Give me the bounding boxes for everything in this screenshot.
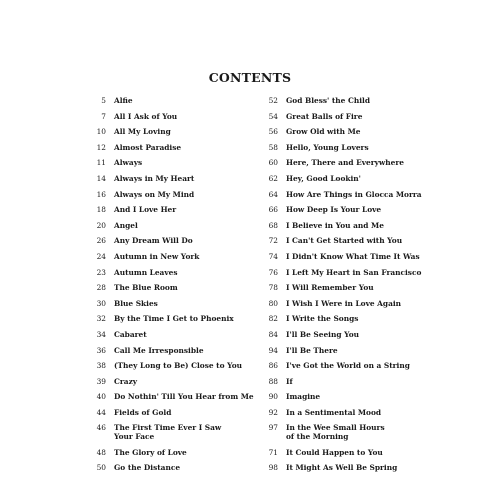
page-number: 23	[96, 267, 106, 277]
toc-entry	[258, 423, 416, 447]
song-title-line: Your Face	[114, 432, 155, 442]
toc-entry	[82, 96, 257, 112]
toc-entry	[258, 174, 416, 190]
song-title-line: Blue Skies	[114, 298, 158, 308]
page-number: 28	[96, 283, 106, 293]
toc-entry	[258, 283, 416, 299]
song-title-line: In the Wee Small Hours	[286, 423, 385, 433]
song-title-line: (They Long to Be) Close to You	[114, 361, 243, 371]
toc-entry	[258, 112, 416, 128]
song-title-line: Hello, Young Lovers	[286, 142, 369, 152]
song-title	[114, 330, 147, 339]
song-title	[286, 96, 370, 105]
song-title-line: How Are Things in Glocca Morra	[286, 189, 422, 199]
toc-entry	[258, 236, 416, 252]
toc-entry	[258, 189, 422, 206]
left-column	[82, 96, 257, 479]
page-number: 80	[268, 298, 278, 308]
song-title	[114, 448, 187, 457]
song-title	[286, 346, 338, 355]
page-number: 40	[96, 392, 106, 402]
toc-entry	[82, 252, 257, 268]
toc-entry	[82, 330, 257, 346]
song-title	[286, 127, 360, 136]
song-title-line: Angel	[114, 220, 138, 230]
song-title-line: Do Nothin' Till You Hear from Me	[114, 392, 254, 402]
song-title-line: of the Morning	[286, 432, 349, 442]
song-title-line: Fields of Gold	[114, 407, 172, 417]
song-title	[286, 392, 320, 401]
song-title	[114, 299, 158, 308]
song-title-line: Go the Distance	[114, 463, 181, 473]
toc-entry	[258, 392, 416, 408]
toc-entry	[258, 448, 416, 464]
song-title	[286, 448, 383, 457]
right-column	[258, 96, 422, 479]
song-title	[114, 314, 234, 323]
page-number: 92	[268, 407, 278, 417]
song-title-line: It Might As Well Be Spring	[286, 463, 398, 473]
page-number: 58	[268, 142, 278, 152]
page-number: 16	[96, 189, 106, 199]
song-title	[114, 361, 242, 370]
page-number: 54	[268, 111, 278, 121]
page-number: 7	[101, 111, 106, 121]
song-title	[286, 236, 402, 245]
song-title	[286, 143, 369, 152]
toc-entry	[258, 221, 416, 237]
toc-entry	[258, 330, 416, 346]
page-number: 12	[96, 142, 106, 152]
page-number: 86	[268, 361, 278, 371]
toc-entry	[82, 377, 257, 393]
song-title	[114, 96, 133, 105]
song-title-line: I Didn't Know What Time It Was	[286, 251, 420, 261]
song-title-line: I Believe in You and Me	[286, 220, 384, 230]
toc-entry	[82, 283, 257, 299]
page-number: 10	[96, 127, 106, 137]
song-title	[114, 377, 137, 386]
page-number: 76	[268, 267, 278, 277]
toc-entry	[258, 205, 416, 221]
song-title-line: If	[286, 376, 293, 386]
song-title	[114, 252, 199, 261]
song-title	[114, 408, 171, 417]
page-number: 26	[96, 236, 106, 246]
toc-entry	[82, 221, 257, 237]
song-title	[286, 268, 421, 277]
song-title-line: The Blue Room	[114, 283, 178, 293]
toc-entry	[82, 236, 257, 252]
toc-entry	[82, 448, 257, 464]
toc-entry	[82, 268, 257, 284]
song-title	[286, 299, 401, 308]
song-title-line: Cabaret	[114, 329, 147, 339]
song-title-line: Here, There and Everywhere	[286, 158, 404, 168]
page-number: 82	[268, 314, 278, 324]
toc-entry	[258, 267, 422, 284]
song-title	[286, 377, 293, 386]
song-title-line: Imagine	[286, 392, 321, 402]
song-title-line: I'll Be There	[286, 345, 338, 355]
toc-entry	[258, 346, 416, 362]
page-number: 18	[96, 205, 106, 215]
page-number: 11	[96, 158, 106, 168]
song-title-line: All I Ask of You	[114, 111, 178, 121]
page-number: 94	[268, 345, 278, 355]
toc-entry	[82, 423, 257, 447]
song-title	[286, 205, 381, 214]
song-title	[114, 268, 178, 277]
page-number: 14	[96, 173, 106, 183]
page-number: 46	[96, 423, 106, 433]
page-number: 30	[96, 298, 106, 308]
song-title	[114, 283, 178, 292]
song-title-line: I Wish I Were in Love Again	[286, 298, 402, 308]
page-number: 60	[268, 158, 278, 168]
song-title-line: Almost Paradise	[114, 142, 182, 152]
toc-entry	[82, 143, 257, 159]
page-number: 72	[268, 236, 278, 246]
toc-entry	[82, 346, 257, 362]
toc-entry	[258, 127, 416, 143]
song-title	[114, 221, 138, 230]
song-title	[114, 423, 221, 441]
page-number: 64	[268, 189, 278, 199]
page-number: 66	[268, 205, 278, 215]
toc-entry	[82, 112, 257, 128]
toc-entry	[82, 127, 257, 143]
toc-entry	[82, 463, 257, 479]
toc-entry	[258, 158, 416, 174]
song-title	[114, 143, 181, 152]
page-number: 74	[268, 251, 278, 261]
song-title-line: I Will Remember You	[286, 283, 374, 293]
song-title	[114, 205, 176, 214]
song-title	[286, 361, 410, 370]
page-title: CONTENTS	[208, 70, 292, 85]
song-title-line: Great Balls of Fire	[286, 111, 363, 121]
song-title-line: How Deep Is Your Love	[286, 205, 382, 215]
page-number: 50	[96, 463, 106, 473]
toc-entry	[258, 361, 416, 377]
song-title-line: Call Me Irresponsible	[114, 345, 204, 355]
toc-entry	[258, 408, 416, 424]
page-number: 52	[268, 96, 278, 105]
page-number: 36	[96, 345, 106, 355]
song-title-line: And I Love Her	[114, 205, 177, 215]
page-number: 88	[268, 376, 278, 386]
song-title-line: Any Dream Will Do	[114, 236, 193, 246]
song-title	[114, 463, 180, 472]
song-title-line: It Could Happen to You	[286, 447, 383, 457]
toc-entry	[82, 158, 257, 174]
page-number: 34	[96, 329, 106, 339]
page-number: 20	[96, 220, 106, 230]
toc-entry	[258, 251, 420, 268]
song-title-line: Always	[114, 158, 143, 168]
song-title-line: God Bless' the Child	[286, 96, 370, 105]
page-number: 90	[268, 392, 278, 402]
toc-entry	[258, 96, 416, 112]
toc-entry	[82, 392, 257, 408]
song-title-line: Always on My Mind	[114, 189, 195, 199]
song-title-line: I've Got the World on a String	[286, 361, 410, 371]
toc-entry	[258, 463, 416, 479]
page-number: 48	[96, 447, 106, 457]
toc-entry	[82, 361, 257, 377]
song-title	[286, 283, 374, 292]
toc-entry	[258, 299, 416, 315]
toc-entry	[258, 314, 416, 330]
song-title	[286, 408, 381, 417]
page-number: 98	[268, 463, 278, 473]
song-title-line: Crazy	[114, 376, 138, 386]
toc-entry	[82, 314, 257, 330]
toc-entry	[82, 190, 257, 206]
page-number: 68	[268, 220, 278, 230]
song-title-line: The Glory of Love	[114, 447, 187, 457]
song-title	[114, 392, 254, 401]
page-number: 5	[101, 96, 106, 105]
page-number: 32	[96, 314, 106, 324]
toc-entry	[82, 174, 257, 190]
song-title-line: All My Loving	[114, 127, 171, 137]
song-title-line: The First Time Ever I Saw	[114, 423, 222, 433]
page-number: 56	[268, 127, 278, 137]
page-number: 78	[268, 283, 278, 293]
page-number: 44	[96, 407, 106, 417]
song-title	[114, 127, 171, 136]
song-title	[286, 112, 362, 121]
song-title	[286, 423, 385, 441]
song-title	[114, 158, 142, 167]
song-title-line: Autumn Leaves	[114, 267, 178, 277]
page-number: 97	[268, 423, 278, 433]
toc-entry	[258, 377, 416, 393]
song-title	[286, 174, 361, 183]
page-number: 24	[96, 251, 106, 261]
song-title-line: I'll Be Seeing You	[286, 329, 360, 339]
song-title-line: I Can't Get Started with You	[286, 236, 403, 246]
song-title-line: Hey, Good Lookin'	[286, 173, 361, 183]
song-title-line: Alfie	[114, 96, 133, 105]
song-title-line: Autumn in New York	[114, 251, 200, 261]
toc-entry	[258, 143, 416, 159]
song-title	[114, 112, 177, 121]
song-title	[114, 174, 194, 183]
song-title	[286, 252, 420, 261]
song-title	[114, 346, 204, 355]
song-title-line: Always in My Heart	[114, 173, 195, 183]
song-title	[286, 463, 397, 472]
song-title	[286, 158, 404, 167]
song-title-line: I Left My Heart in San Francisco	[286, 267, 422, 277]
toc-entry	[82, 408, 257, 424]
page-number: 71	[268, 447, 278, 457]
song-title	[114, 236, 193, 245]
song-title	[286, 221, 384, 230]
page-number: 38	[96, 361, 106, 371]
song-title-line: By the Time I Get to Phoenix	[114, 314, 234, 324]
page-number: 84	[268, 329, 278, 339]
song-title	[286, 330, 359, 339]
song-title	[114, 190, 194, 199]
song-title	[286, 190, 422, 199]
song-title-line: In a Sentimental Mood	[286, 407, 382, 417]
toc-entry	[82, 205, 257, 221]
toc-entry	[82, 299, 257, 315]
song-title-line: I Write the Songs	[286, 314, 359, 324]
page-number: 39	[96, 376, 106, 386]
song-title	[286, 314, 358, 323]
song-title-line: Grow Old with Me	[286, 127, 361, 137]
page-number: 62	[268, 173, 278, 183]
